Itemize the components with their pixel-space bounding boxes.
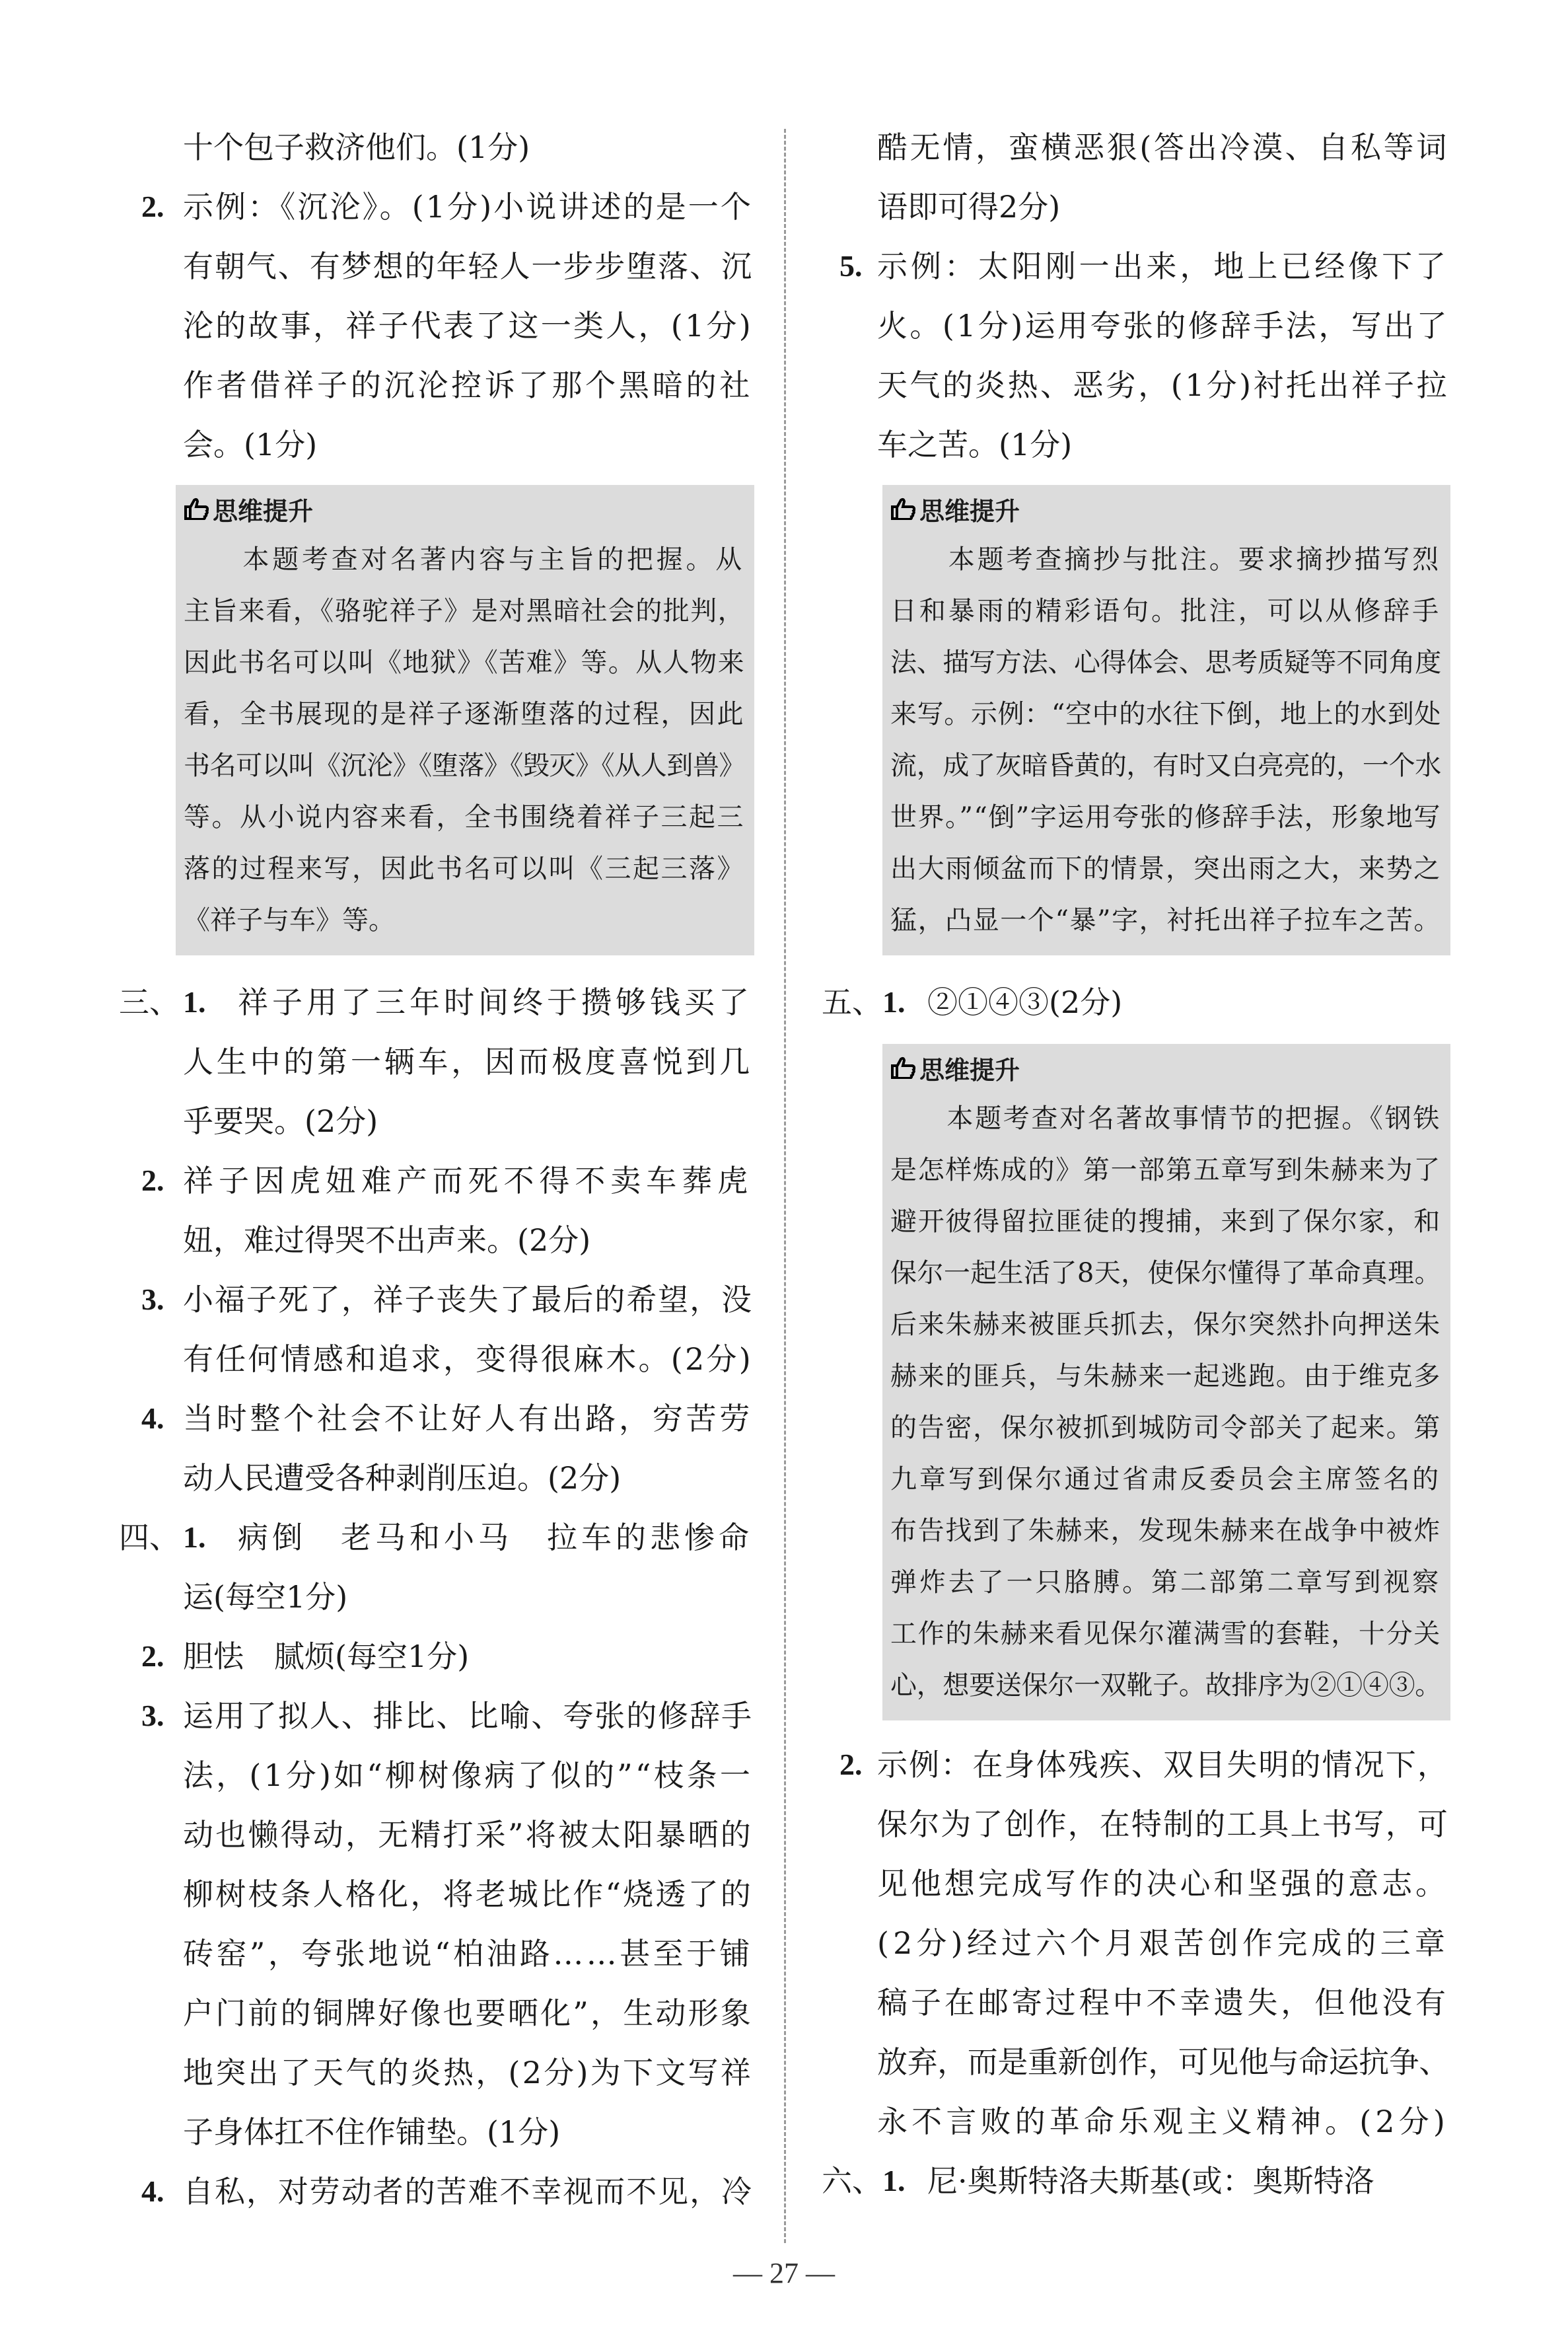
text-line [184, 637, 746, 688]
text-line-content: 示例：在身体残疾、双目失明的情况下， [877, 1747, 1449, 1783]
answer-item [119, 2162, 754, 2221]
text-line-content: 人生中的第一辆车，因而极度喜悦到几 [183, 1044, 753, 1080]
text-line [238, 1508, 754, 1567]
text-line-content: 永不言败的革命乐观主义精神。(2分) [877, 2104, 1449, 2139]
text-line-content: 有任何情感和追求，变得很麻木。(2分) [183, 1341, 753, 1377]
text-line [877, 1854, 1450, 1913]
text-line-content: 祥子因虎妞难产而死不得不卖车葬虎 [183, 1163, 753, 1199]
section-marker: 四、 [119, 1520, 180, 1555]
text-line [877, 296, 1450, 355]
box-header [890, 489, 1443, 534]
text-line-content: 书名可以叫《沉沦》《堕落》《毁灭》《从人到兽》 [184, 751, 745, 781]
text-line-content: 示例：太阳刚一出来，地上已经像下了 [877, 248, 1449, 284]
text-line [183, 1805, 754, 1864]
text-line-content: 运用了拟人、排比、比喻、夸张的修辞手 [183, 1698, 753, 1734]
text-line [877, 2032, 1450, 2092]
text-line [890, 843, 1443, 895]
text-line-content: 保尔为了创作，在特制的工具上书写，可 [877, 1806, 1449, 1842]
text-line-content: 妞，难过得哭不出声来。(2分) [183, 1222, 591, 1258]
text-line [890, 1196, 1443, 1247]
answer-item [822, 1735, 1450, 2151]
text-line [890, 1660, 1443, 1711]
question-number: 2. [141, 190, 164, 223]
box-title: 思维提升 [919, 1056, 1020, 1085]
box-header [890, 1048, 1443, 1093]
text-line [183, 355, 754, 415]
text-line-content: 心，想要送保尔一双靴子。故排序为②①④③。 [890, 1670, 1441, 1701]
text-line [890, 1093, 1443, 1144]
text-line-content: 《祥子与车》等。 [184, 905, 395, 936]
question-number: 2. [839, 1748, 863, 1781]
question-number: 5. [839, 249, 863, 283]
answer-item [119, 1270, 754, 1389]
text-line [877, 1735, 1450, 1794]
text-line [183, 1448, 754, 1508]
text-line-content: 法、描写方法、心得体会、思考质疑等不同角度 [890, 647, 1441, 678]
section-marker: 六、 [822, 2163, 882, 2199]
answer-item [119, 1686, 754, 2162]
text-line [183, 1864, 754, 1924]
thumb-pointer-icon [890, 1048, 919, 1093]
section-marker: 五、 [822, 984, 882, 1020]
text-line-content: 保尔一起生活了8天，使保尔懂得了革命真理。 [890, 1258, 1441, 1288]
text-line [238, 973, 754, 1032]
text-line [183, 296, 754, 355]
answer-item [822, 2151, 1450, 2211]
text-line-content: 尼·奥斯特洛夫斯基(或：奥斯特洛 [927, 2163, 1374, 2199]
text-line-content: 天气的炎热、恶劣，(1分)衬托出祥子拉 [877, 367, 1449, 403]
text-line-content: 因此书名可以叫《地狱》《苦难》等。从人物来 [184, 647, 745, 678]
text-line [890, 792, 1443, 843]
text-line-content: 酷无情，蛮横恶狠(答出冷漠、自私等词 [877, 129, 1449, 165]
text-line [184, 895, 746, 946]
text-line [183, 1270, 754, 1329]
text-line-content: 动人民遭受各种剥削压迫。(2分) [183, 1460, 622, 1496]
text-line [184, 843, 746, 895]
text-line-content: 落的过程来写，因此书名可以叫《三起三落》 [184, 854, 745, 884]
text-line-content: 看，全书展现的是祥子逐渐堕落的过程，因此 [184, 699, 745, 729]
answer-item [119, 1508, 754, 1627]
text-line-content: 乎要哭。(2分) [183, 1103, 378, 1139]
text-line [890, 895, 1443, 946]
right-column [822, 118, 1450, 2211]
text-line [927, 973, 1450, 1032]
text-line [890, 688, 1443, 740]
text-line [877, 415, 1450, 474]
text-line [184, 740, 746, 792]
text-line [877, 1913, 1450, 1973]
text-line-content: 猛，凸显一个“暴”字，衬托出祥子拉车之苦。 [890, 905, 1441, 936]
left-column [119, 118, 754, 2221]
text-line [183, 1389, 754, 1448]
text-line-content: 地突出了天气的炎热，(2分)为下文写祥 [183, 2055, 753, 2090]
question-number: 1. [882, 2164, 906, 2197]
text-line [890, 637, 1443, 688]
answer-item [119, 118, 754, 177]
text-line [890, 1350, 1443, 1402]
question-number: 2. [141, 1639, 164, 1673]
text-line-content: 柳树枝条人格化，将老城比作“烧透了的 [183, 1876, 753, 1912]
text-line [890, 1144, 1443, 1196]
text-line-content: 户门前的铜牌好像也要晒化”，生动形象 [183, 1995, 753, 2031]
thumb-pointer-icon [184, 489, 213, 534]
text-line-content: 本题考查对名著故事情节的把握。《钢铁 [890, 1103, 1441, 1134]
text-line-content: 小福子死了，祥子丧失了最后的希望，没 [183, 1282, 753, 1317]
text-line [184, 688, 746, 740]
text-line-content: 动也懒得动，无精打采”将被太阳暴晒的 [183, 1817, 753, 1853]
text-line [877, 1973, 1450, 2032]
text-line [183, 237, 754, 296]
text-line [890, 1505, 1443, 1557]
text-line-content: 弹炸去了一只胳膊。第二部第二章写到视察 [890, 1567, 1441, 1598]
text-line-content: 赫来的匪兵，与朱赫来一起逃跑。由于维克多 [890, 1361, 1441, 1391]
text-line [183, 1746, 754, 1805]
text-line [890, 1608, 1443, 1660]
text-line-content: 是怎样炼成的》第一部第五章写到朱赫来为了 [890, 1155, 1441, 1185]
text-line-content: ②①④③(2分) [927, 984, 1123, 1020]
answer-item [822, 237, 1450, 474]
text-line [183, 1627, 754, 1686]
text-line-content: 工作的朱赫来看见保尔灌满雪的套鞋，十分关 [890, 1619, 1441, 1649]
text-line-content: 本题考查摘抄与批注。要求摘抄描写烈 [890, 544, 1441, 575]
answer-item [822, 118, 1450, 237]
text-line [183, 415, 754, 474]
text-line-content: 车之苦。(1分) [877, 427, 1073, 462]
text-line-content: 放弃，而是重新创作，可见他与命运抗争、 [877, 2044, 1449, 2080]
box-title: 思维提升 [213, 497, 314, 526]
text-line [183, 1686, 754, 1746]
text-line [877, 177, 1450, 237]
answer-item [119, 1389, 754, 1508]
thumb-pointer-icon [890, 489, 919, 534]
question-number: 2. [141, 1163, 164, 1197]
text-line-content: 等。从小说内容来看，全书围绕着祥子三起三 [184, 802, 745, 832]
question-number: 4. [141, 2174, 164, 2208]
text-line-content: 避开彼得留拉匪徒的搜捕，来到了保尔家，和 [890, 1206, 1441, 1237]
text-line [183, 1210, 754, 1270]
text-line-content: 的告密，保尔被抓到城防司令部关了起来。第 [890, 1413, 1441, 1443]
question-number: 1. [183, 985, 206, 1019]
text-line [877, 237, 1450, 296]
text-line-content: 出大雨倾盆而下的情景，突出雨之大，来势之 [890, 854, 1441, 884]
text-line [890, 1454, 1443, 1505]
column-divider [784, 129, 786, 2243]
answer-item [119, 973, 754, 1151]
thinking-box [882, 1044, 1450, 1720]
question-number: 1. [183, 1520, 206, 1554]
text-line [183, 1091, 754, 1151]
text-line [183, 2162, 754, 2221]
text-line [877, 118, 1450, 177]
text-line-content: 稿子在邮寄过程中不幸遗失，但他没有 [877, 1985, 1449, 2020]
question-number: 3. [141, 1282, 164, 1316]
text-line [184, 534, 746, 585]
text-line-content: 砖窑”，夸张地说“柏油路……甚至于铺 [183, 1936, 753, 1972]
text-line-content: 沦的故事，祥子代表了这一类人，(1分) [183, 308, 753, 344]
text-line-content: 本题考查对名著内容与主旨的把握。从 [184, 544, 745, 575]
text-line [890, 1247, 1443, 1299]
text-line [183, 1151, 754, 1210]
text-line-content: 胆怯 腻烦(每空1分) [183, 1639, 470, 1674]
box-title: 思维提升 [919, 497, 1020, 526]
text-line [927, 2151, 1450, 2211]
text-line [183, 1924, 754, 1983]
text-line [890, 1299, 1443, 1350]
text-line [184, 792, 746, 843]
text-line-content: 当时整个社会不让好人有出路，穷苦劳 [183, 1401, 753, 1436]
text-line [890, 534, 1443, 585]
text-line [877, 1794, 1450, 1854]
text-line-content: 运(每空1分) [183, 1579, 348, 1615]
text-line-content: 会。(1分) [183, 427, 318, 462]
thinking-box [176, 485, 754, 955]
text-line [183, 2102, 754, 2162]
question-number: 4. [141, 1401, 164, 1435]
text-line [183, 1032, 754, 1091]
section-marker: 三、 [119, 984, 180, 1020]
text-line [184, 585, 746, 637]
text-line-content: 语即可得2分) [877, 189, 1061, 225]
text-line [183, 177, 754, 237]
question-number: 1. [882, 985, 906, 1019]
text-line [890, 740, 1443, 792]
text-line-content: 来写。示例：“空中的水往下倒，地上的水到处 [890, 699, 1441, 729]
text-line-content: 主旨来看，《骆驼祥子》是对黑暗社会的批判， [184, 596, 745, 626]
page-number: — 27 — [733, 2257, 835, 2289]
text-line-content: 见他想完成写作的决心和坚强的意志。 [877, 1866, 1449, 1901]
text-line-content: 示例：《沉沦》。(1分)小说讲述的是一个 [183, 189, 753, 225]
text-line-content: 十个包子救济他们。(1分) [183, 129, 530, 165]
text-line-content: 作者借祥子的沉沦控诉了那个黑暗的社 [183, 367, 753, 403]
text-line [183, 1983, 754, 2043]
answer-item [822, 973, 1450, 1032]
text-line [183, 2043, 754, 2102]
text-line [183, 1567, 754, 1627]
answer-item [119, 1151, 754, 1270]
text-line-content: 祥子用了三年时间终于攒够钱买了 [238, 984, 753, 1020]
thinking-box [882, 485, 1450, 955]
text-line-content: 子身体扛不住作铺垫。(1分) [183, 2114, 561, 2150]
text-line-content: (2分)经过六个月艰苦创作完成的三章 [877, 1925, 1449, 1961]
text-line [183, 118, 754, 177]
answer-item [119, 1627, 754, 1686]
text-line-content: 自私，对劳动者的苦难不幸视而不见，冷 [183, 2174, 753, 2209]
text-line-content: 有朝气、有梦想的年轻人一步步堕落、沉 [183, 248, 753, 284]
text-line-content: 布告找到了朱赫来，发现朱赫来在战争中被炸 [890, 1516, 1441, 1546]
text-line [877, 2092, 1450, 2151]
text-line-content: 病倒 老马和小马 拉车的悲惨命 [238, 1520, 753, 1555]
text-line [183, 1329, 754, 1389]
question-number: 3. [141, 1699, 164, 1732]
text-line-content: 世界。”“倒”字运用夸张的修辞手法，形象地写 [890, 802, 1441, 832]
text-line-content: 日和暴雨的精彩语句。批注，可以从修辞手 [890, 596, 1441, 626]
text-line [890, 1557, 1443, 1608]
text-line [890, 585, 1443, 637]
text-line-content: 法，(1分)如“柳树像病了似的”“枝条一 [183, 1757, 753, 1793]
text-line [877, 355, 1450, 415]
text-line-content: 火。(1分)运用夸张的修辞手法，写出了 [877, 308, 1449, 344]
text-line-content: 流，成了灰暗昏黄的，有时又白亮亮的，一个水 [890, 751, 1441, 781]
text-line-content: 九章写到保尔通过省肃反委员会主席签名的 [890, 1464, 1441, 1495]
box-header [184, 489, 746, 534]
answer-item [119, 177, 754, 474]
text-line [890, 1402, 1443, 1454]
text-line-content: 后来朱赫来被匪兵抓去，保尔突然扑向押送朱 [890, 1310, 1441, 1340]
